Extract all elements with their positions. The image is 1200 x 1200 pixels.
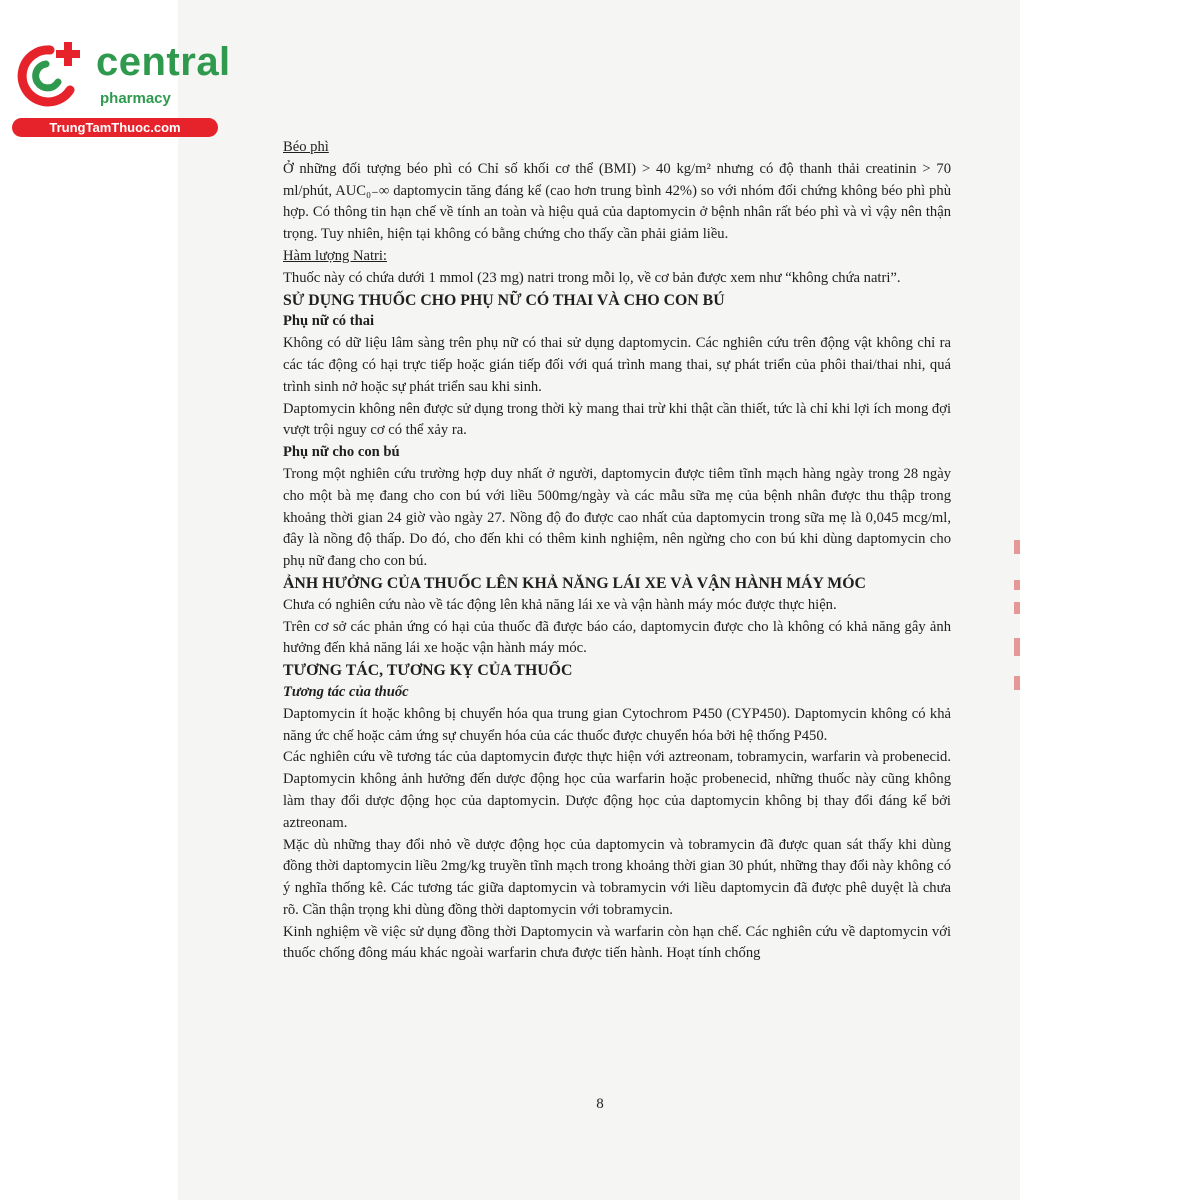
section-heading: ẢNH HƯỞNG CỦA THUỐC LÊN KHẢ NĂNG LÁI XE VÀ VẬN HÀNH MÁY MÓC [283, 574, 866, 592]
body-paragraph: Thuốc này có chứa dưới 1 mmol (23 mg) natri trong mỗi lọ, về cơ bản được xem như “không chứa natri”. [283, 269, 901, 286]
page-number: 8 [596, 1096, 604, 1112]
logo-sub-text: pharmacy [100, 90, 171, 107]
subsection-title: Hàm lượng Natri: [283, 247, 387, 264]
body-paragraph: Không có dữ liệu lâm sàng trên phụ nữ có thai sử dụng daptomycin. Các nghiên cứu trên động vật không chỉ ra các tác động có hại trực tiếp hoặc gián tiếp đối với quá trình mang thai, sự phát triển của phôi thai/thai nhi, quá trình sinh nở hoặc sự phát triển sau khi sinh. [283, 335, 951, 395]
body-paragraph: Daptomycin ít hoặc không bị chuyển hóa qua trung gian Cytochrom P450 (CYP450). Daptomycin không có khả năng ức chế hoặc cảm ứng sự chuyển hóa của các thuốc được chuyển hóa bởi hệ thống P450. [283, 705, 951, 744]
subsection-title: Béo phì [283, 139, 329, 155]
section-heading: TƯƠNG TÁC, TƯƠNG KỴ CỦA THUỐC [283, 662, 573, 680]
logo-brand-text: central [96, 40, 231, 84]
body-paragraph: Các nghiên cứu về tương tác của daptomycin được thực hiện với aztreonam, tobramycin, warfarin và probenecid. Daptomycin không ảnh hưởng đến dược động học của warfarin hoặc probenecid, những thuốc này cũng không làm thay đổi dược động học của daptomycin. Dược động học của daptomycin không bị thay đổi đáng kể bởi aztreonam. [283, 749, 951, 831]
subsection-heading: Phụ nữ có thai [283, 313, 375, 330]
body-paragraph: Daptomycin không nên được sử dụng trong thời kỳ mang thai trừ khi thật cần thiết, tức là chỉ khi lợi ích mong đợi vượt trội nguy cơ có thể xảy ra. [283, 400, 951, 439]
body-paragraph: Trên cơ sở các phản ứng có hại của thuốc đã được báo cáo, daptomycin được cho là không có khả năng gây ảnh hưởng đến khả năng lái xe hoặc vận hành máy móc. [283, 618, 951, 657]
subsection-heading: Phụ nữ cho con bú [283, 444, 400, 461]
section-heading: SỬ DỤNG THUỐC CHO PHỤ NỮ CÓ THAI VÀ CHO CON BÚ [283, 291, 725, 309]
body-paragraph: Chưa có nghiên cứu nào về tác động lên khả năng lái xe và vận hành máy móc được thực hiện. [283, 596, 837, 613]
body-paragraph: Trong một nghiên cứu trường hợp duy nhất ở người, daptomycin được tiêm tĩnh mạch hàng ngày trong 28 ngày cho một bà mẹ đang cho con bú với liều 500mg/ngày và các mẫu sữa mẹ của bệnh nhân được thu thập trong khoảng thời gian 24 giờ vào ngày 27. Nồng độ đo được cao nhất của daptomycin trong sữa mẹ là 0,045 mcg/ml, đây là nồng độ thấp. Do đó, cho đến khi có thêm kinh nghiệm, nên ngừng cho con bú khi dùng daptomycin cho phụ nữ đang cho con bú. [283, 465, 951, 570]
subsection-heading: Tương tác của thuốc [283, 683, 409, 700]
body-paragraph: Mặc dù những thay đổi nhỏ về dược động học của daptomycin và tobramycin đã được quan sát thấy khi dùng đồng thời daptomycin liều 2mg/kg truyền tĩnh mạch trong khoảng thời gian 30 phút, những thay đổi này không có ý nghĩa thống kê. Các tương tác giữa daptomycin và tobramycin với liều daptomycin đã được phê duyệt là chưa rõ. Cần thận trọng khi dùng đồng thời daptomycin với tobramycin. [283, 836, 951, 918]
body-paragraph: Kinh nghiệm về việc sử dụng đồng thời Daptomycin và warfarin còn hạn chế. Các nghiên cứu về daptomycin với thuốc chống đông máu khác ngoài warfarin chưa được tiến hành. Hoạt tính chống [283, 923, 951, 962]
edge-stamp-marks [1012, 540, 1026, 720]
pharmacy-cross-logo-icon [10, 38, 90, 108]
document-body [283, 137, 951, 965]
central-pharmacy-logo[interactable] [10, 38, 231, 138]
body-paragraph: Ở những đối tượng béo phì có Chỉ số khối cơ thể (BMI) > 40 kg/m² nhưng có độ thanh thải creatinin > 70 ml/phút, AUC₀₋∞ daptomycin tăng đáng kể (cao hơn trung bình 42%) so với nhóm đối chứng không béo phì phù hợp. Có thông tin hạn chế về tính an toàn và hiệu quả của daptomycin ở bệnh nhân rất béo phì và vì vậy nên thận trọng. Tuy nhiên, hiện tại không có bằng chứng cho thấy cần phải giảm liều. [283, 160, 951, 243]
logo-url-badge[interactable]: TrungTamThuoc.com [12, 118, 218, 137]
